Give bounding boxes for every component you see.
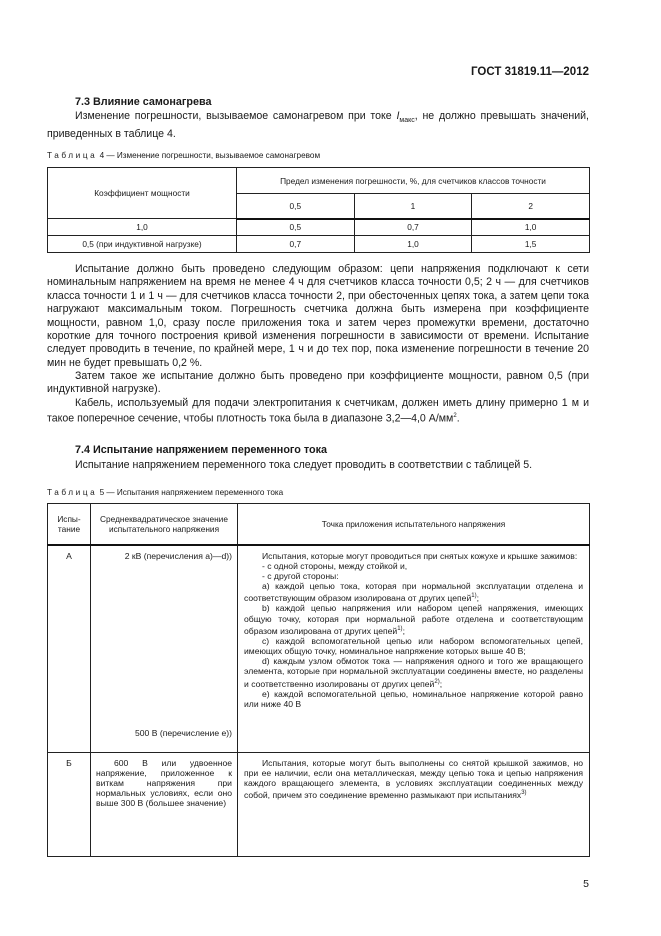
header-cell: Предел изменения погрешности, %, для счетчиков классов точности (237, 168, 590, 194)
text: Кабель, используемый для подачи электропитания к счетчикам, должен иметь длину примерно 1 м и такое поперечное сечение, чтобы плотность тока была в диапазоне 3,2—4,0 А/мм (47, 397, 589, 425)
header-cell: Среднеквадратическое значение испытательного напряжения (91, 504, 238, 545)
item (244, 561, 583, 571)
header-cell: Испы-тание (48, 504, 91, 545)
text: Испытания, которые могут проводиться при снятых кожухе и крышке зажимов: (262, 550, 578, 561)
footnote: 1) (397, 625, 403, 632)
paragraph: Кабель, используемый для подачи электропитания к счетчикам, должен иметь длину примерно 1 м и такое поперечное сечение, чтобы плотность тока была в диапазоне 3,2—4,0 $А/мм^2$. (47, 397, 589, 425)
table-4 (47, 167, 590, 253)
page-number: 5 (583, 878, 589, 890)
caption-label: Таблица (47, 488, 98, 497)
caption-label: Таблица (47, 151, 98, 160)
cell: 1,0 (472, 219, 590, 236)
table-row (48, 236, 590, 253)
section-7-3-heading: 7.3 Влияние самонагрева (75, 96, 212, 108)
footnote: 2) (434, 678, 440, 685)
section-7-4-heading: 7.4 Испытание напряжением переменного тока (75, 444, 328, 456)
cell (91, 545, 238, 753)
voltage-value: 2 кВ (перечисления а)—d)) (124, 550, 232, 561)
table-row-a (48, 545, 590, 753)
text: b) каждой цепью напряжения или набором цепей напряжения, имеющих общую точку, которая при нормальной работе отделена и соответствующим образом изолирована от других цепей (244, 603, 583, 636)
symbol: I (396, 110, 400, 122)
cell: 1,5 (472, 236, 590, 253)
item: b) каждой цепью напряжения или набором цепей напряжения, имеющих общую точку, которая при нормальной работе отделена и соответствующим образом изолирована от других цепей$^{1)}$; (244, 603, 583, 636)
paragraph: Испытание должно быть проведено следующим образом: цепи напряжения подключают к сети номинальным напряжением на время не менее 4 ч для счетчиков класса точности 0,5; 2 ч — для счетчиков класса точности 1 и 1 ч — для счетчиков класса точности 2, при обесточенных цепях тока, а затем цепи тока нагружают максимальным током. Погрешность счетчика должна быть измерена при коэффициенте мощности, равном 1,0, сразу после приложения тока и затем через промежутки времени, достаточно короткие для точного построения кривой изменения погрешности в зависимости от времени. Испытание следует проводить в течение, по крайней мере, 1 ч и до тех пор, пока изменение погрешности в течение 20 мин не будет превышать 0,2 %. (47, 263, 589, 369)
cell: 1,0 (48, 219, 237, 236)
text: e) каждой вспомогательной цепью, номинальное напряжение которой равно или ниже 40 В (244, 688, 583, 709)
subscript: макс (399, 117, 415, 125)
text: c) каждой вспомогательной цепью или набором вспомогательных цепей, имеющих общую точку, номинальное напряжение которых выше 40 В; (244, 635, 583, 657)
cell: 0,7 (354, 219, 472, 236)
text: - с одной стороны, между стойкой и, (262, 560, 408, 571)
text: d) каждым узлом обмоток тока — напряжения одного и того же вращающего элемента, которые при нормальной эксплуатации соединены вместе, но разделены и соответственно изолированы от других цепей (244, 656, 583, 689)
header-cell: Коэффициент мощности (48, 168, 237, 219)
table-5-caption (47, 488, 283, 497)
cell (238, 752, 590, 856)
cell (91, 752, 238, 856)
header-cell: 0,5 (237, 194, 355, 219)
cell: 0,5 (при индуктивной нагрузке) (48, 236, 237, 253)
table-4-caption (47, 151, 320, 160)
section-7-4-paragraph: Испытание напряжением переменного тока следует проводить в соответствии с таблицей 5. (75, 459, 533, 471)
header-cell: Точка приложения испытательного напряжения (238, 504, 590, 545)
footnote: 1) (471, 593, 477, 600)
cell: А (48, 545, 91, 753)
header-cell: 1 (354, 194, 472, 219)
cell: 1,0 (354, 236, 472, 253)
caption-text: 5 — Испытания напряжением переменного тока (99, 488, 284, 497)
text: , не должно превышать значений, приведенных в таблице 4. (47, 110, 590, 140)
header-cell: 2 (472, 194, 590, 219)
document-id: ГОСТ 31819.11—2012 (471, 66, 589, 78)
section-7-3-paragraph (47, 110, 589, 141)
text: Испытания, которые могут быть выполнены со снятой крышкой зажимов, но при ее наличии, если она металлическая, между цепью тока и цепью напряжения каждого вращающего элемента, в условиях эксплуатации соединенных между собой, причем это соединение временно размыкают при испытаниях (244, 757, 583, 800)
item (244, 758, 583, 801)
table-row (48, 219, 590, 236)
cell: 0,7 (237, 236, 355, 253)
voltage-value: 600 В или удвоенное напряжение, приложенное к виткам напряжения при нормальных условиях, если оно выше 300 В (большее значение) (96, 757, 232, 809)
cell: 0,5 (237, 219, 355, 236)
voltage-value: 500 В (перечисление е)) (135, 728, 232, 739)
item (244, 571, 583, 581)
caption-text: 4 — Изменение погрешности, вызываемое самонагревом (99, 151, 321, 160)
cell: Б (48, 752, 91, 856)
item: d) каждым узлом обмоток тока — напряжения одного и того же вращающего элемента, которые при нормальной эксплуатации соединены вместе, но разделены и соответственно изолированы от других цепей$^{2)}$; (244, 656, 583, 689)
text: a) каждой цепью тока, которая при нормальной эксплуатации отделена и соответствующим образом изолирована от других цепей (244, 581, 583, 604)
paragraph: Затем такое же испытание должно быть проведено при коэффициенте мощности, равном 0,5 (при индуктивной нагрузке). (47, 370, 589, 396)
text: - с другой стороны: (262, 570, 339, 581)
item (244, 551, 583, 561)
text: Изменение погрешности, вызываемое самонагревом при токе (75, 110, 397, 122)
item (244, 636, 583, 656)
table-row-b (48, 752, 590, 856)
cell (238, 545, 590, 753)
footnote: 3) (521, 790, 527, 797)
item (244, 689, 583, 709)
item: a) каждой цепью тока, которая при нормальной эксплуатации отделена и соответствующим образом изолирована от других цепей$^{1)}$; (244, 581, 583, 604)
superscript: 2 (453, 413, 457, 420)
table-5 (47, 503, 590, 857)
